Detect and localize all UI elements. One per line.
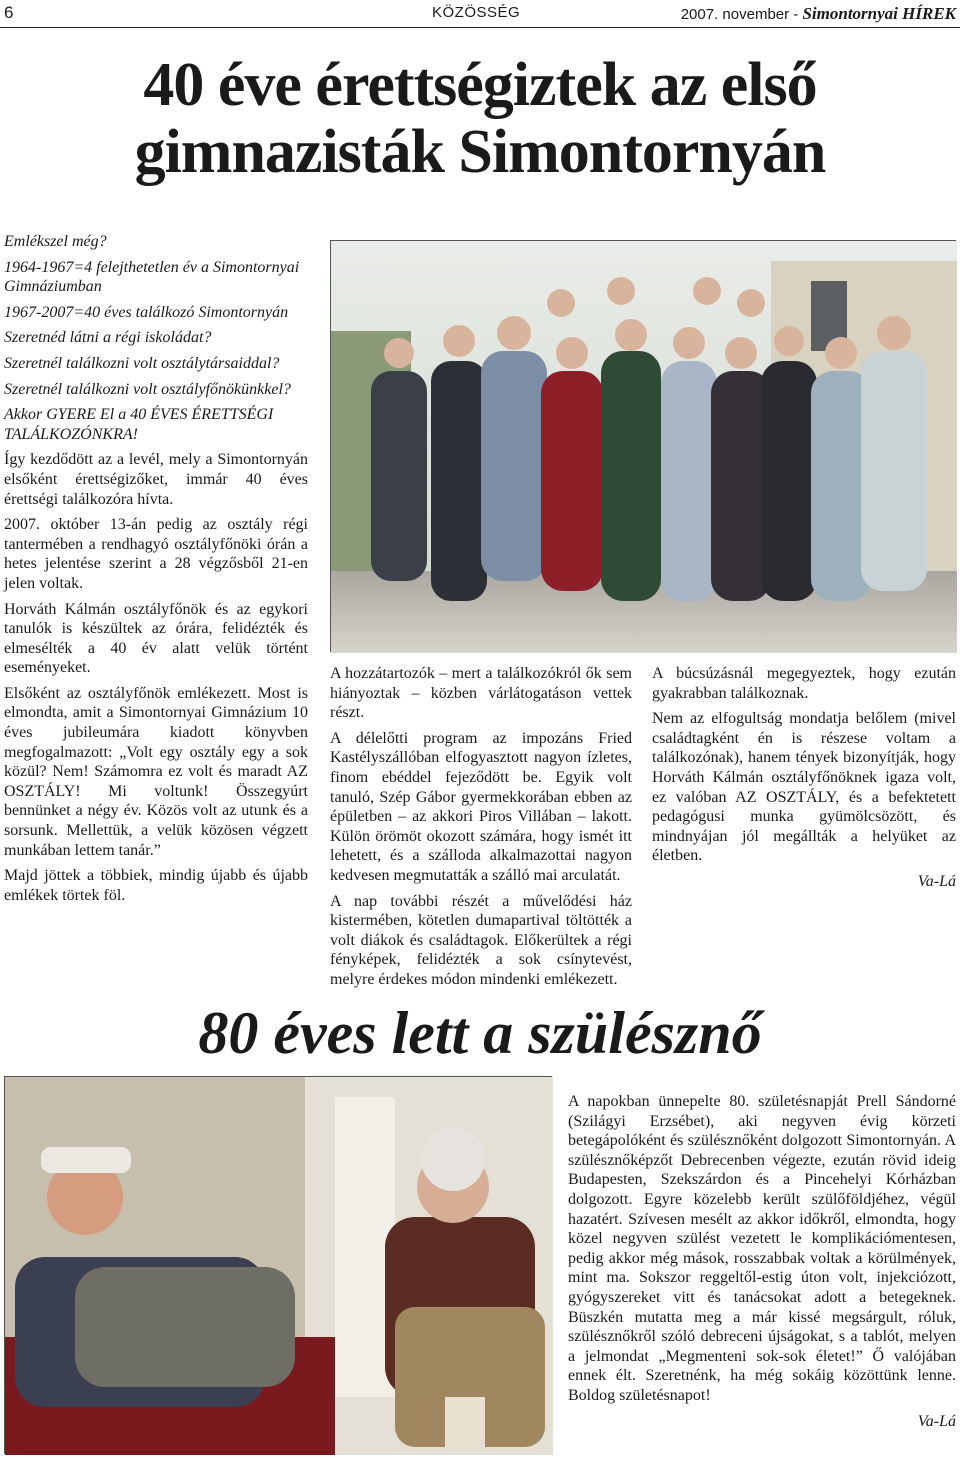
paragraph: Majd jöttek a többiek, mindig újabb és újabb emlékek törtek föl.: [4, 867, 308, 904]
group-photo-image: [331, 241, 957, 653]
paragraph: A napokban ünnepelte 80. születésnapját Prell Sándorné (Szilágyi Erzsébet), aki negyven évig körzeti betegápolóként és szülésznőként dolgozott Simontornyán. A szülésznőképzőt Debrecenben végezte, ezután rövid ideig Budapesten, Szekszárdon és a Pincehelyi Kórházban dolgozott. Egyre közelebb került szülőföldjéhez, végül hazatért. Szívesen mesélt az akkor időkről, elmondta, hogy közel negyven szülést vezetett le komplikációmentesen, pedig akkor még mások, rosszabbak voltak a körülmények, mint ma. Sokszor reggeltől-estig úton volt, injekciózott, gyógyszereket vitt és tanácsokat adott a betegeknek. Büszkén mutatta meg a már kissé megsárgult, róluk, szülésznőkről szóló debreceni újságokat, s a tablót, melyen a jelmondat „Megmenteni sok-sok életet!” Ő valójában ennek élt. Szeretnénk, ha még sokáig közöttünk lenne. Boldog születésnapot!: [568, 1093, 956, 1404]
issue-info: [681, 4, 956, 24]
paragraph: Elsőként az osztályfőnök emlékezett. Most is elmondta, amit a Simontornyai Gimnázium 10 éves jubileumára kiadott könyvben megfogalmazott: „Volt egy osztály egy a sok közül? Nem! Számomra ez volt és maradt AZ OSZTÁLY! Mi voltunk! Összegyúrt bennünket a négy év. Közös volt az utunk és a sorsunk. Mellettük, a velük közösen végzett munkában lettem tanár.”: [4, 684, 308, 859]
article1-column-2: [330, 664, 632, 988]
paragraph: A nap további részét a művelődési ház kistermében, kötetlen dumapartival töltötték a volt diákok és családtagok. Előkerültek a régi fényképek, felidézték a sok csínytevést, melyre érdekes módon mindenki emlékezett.: [330, 892, 632, 988]
page-number: 6: [4, 3, 14, 22]
paragraph: A búcsúzásnál megegyeztek, hogy ezután gyakrabban találkoznak.: [652, 665, 956, 702]
intro-line: Emlékszel még?: [4, 233, 107, 250]
headline-line-1: 40 éve érettségiztek az első: [143, 51, 817, 119]
paragraph: Így kezdődött az a levél, mely a Simontornyán elsőként érettségizőket, immár 40 éves érettségi találkozóra hívta.: [4, 451, 308, 508]
article1-column-1: [4, 232, 308, 972]
article1-column-3: [652, 664, 956, 974]
paragraph: 2007. október 13-án pedig az osztály régi tantermében a rendhagyó osztályfőnöki órán a hetes jelentése szerint a 28 végzősből 21-en jelen voltak.: [4, 516, 308, 592]
publication-title: Simontornyai HÍREK: [802, 4, 956, 23]
intro-line: Szeretnéd látni a régi iskoládat?: [4, 329, 212, 347]
paragraph: Horváth Kálmán osztályfőnök és az egykori tanulók is készültek az órára, felidézték és elmesélték a 40 év alatt velük történt eseményeket.: [4, 600, 308, 677]
article1-signature: Va-Lá: [917, 872, 956, 890]
article2-signature: Va-Lá: [917, 1412, 956, 1430]
group-photo: [330, 240, 956, 652]
intro-line: Szeretnél találkozni volt osztályfőnökünkkel?: [4, 380, 291, 398]
issue-date: 2007. november -: [680, 6, 799, 23]
paragraph: A hozzátartozók – mert a találkozókról ők sem hiányoztak – közben várlátogatáson vettek részt.: [330, 665, 632, 722]
headline-line-2: gimnazisták Simontornyán: [134, 118, 826, 186]
intro-line: 1964-1967=4 felejthetetlen év a Simontornyai Gimnáziumban: [4, 258, 300, 296]
intro-line: Akkor GYERE El a 40 ÉVES ÉRETTSÉGI TALÁLKOZÓNKRA!: [4, 406, 274, 443]
intro-line: 1967-2007=40 éves találkozó Simontornyán: [4, 303, 289, 321]
couple-photo: [4, 1076, 552, 1454]
section-name: KÖZÖSSÉG: [432, 4, 521, 21]
intro-line: Szeretnél találkozni volt osztálytársaiddal?: [4, 354, 280, 372]
paragraph: Nem az elfogultság mondatja belőlem (mivel családtagként én is részese voltam a találkozónak), hanem tények bizonyítják, hogy Horváth Kálmán osztályfőnöknek igaza volt, ez valóban AZ OSZTÁLY, és a befektetett pedagógusi munka gyümölcsözött, és mindnyájan jól megállták a helyüket az életben.: [652, 710, 956, 865]
article2-headline: 80 éves lett a szülésznő: [198, 1000, 762, 1066]
article2-body: [568, 1092, 956, 1454]
article1-headline: [0, 52, 960, 186]
couple-photo-image: [5, 1077, 553, 1455]
paragraph: A délelőtti program az impozáns Fried Kastélyszállóban elfogyasztott nagyon ízletes, finom ebéddel fejeződött be. Egyik volt tanuló, Szép Gábor gyermekkorában ebben az épületben – az akkori Piros Villában – lakott. Külön örömöt okozott számára, hogy ismét itt lehetett, és a szálloda alkalmazottai nagyon kedvesen megmutatták a szálló mai arculatát.: [330, 729, 632, 884]
page-header: [0, 0, 960, 28]
